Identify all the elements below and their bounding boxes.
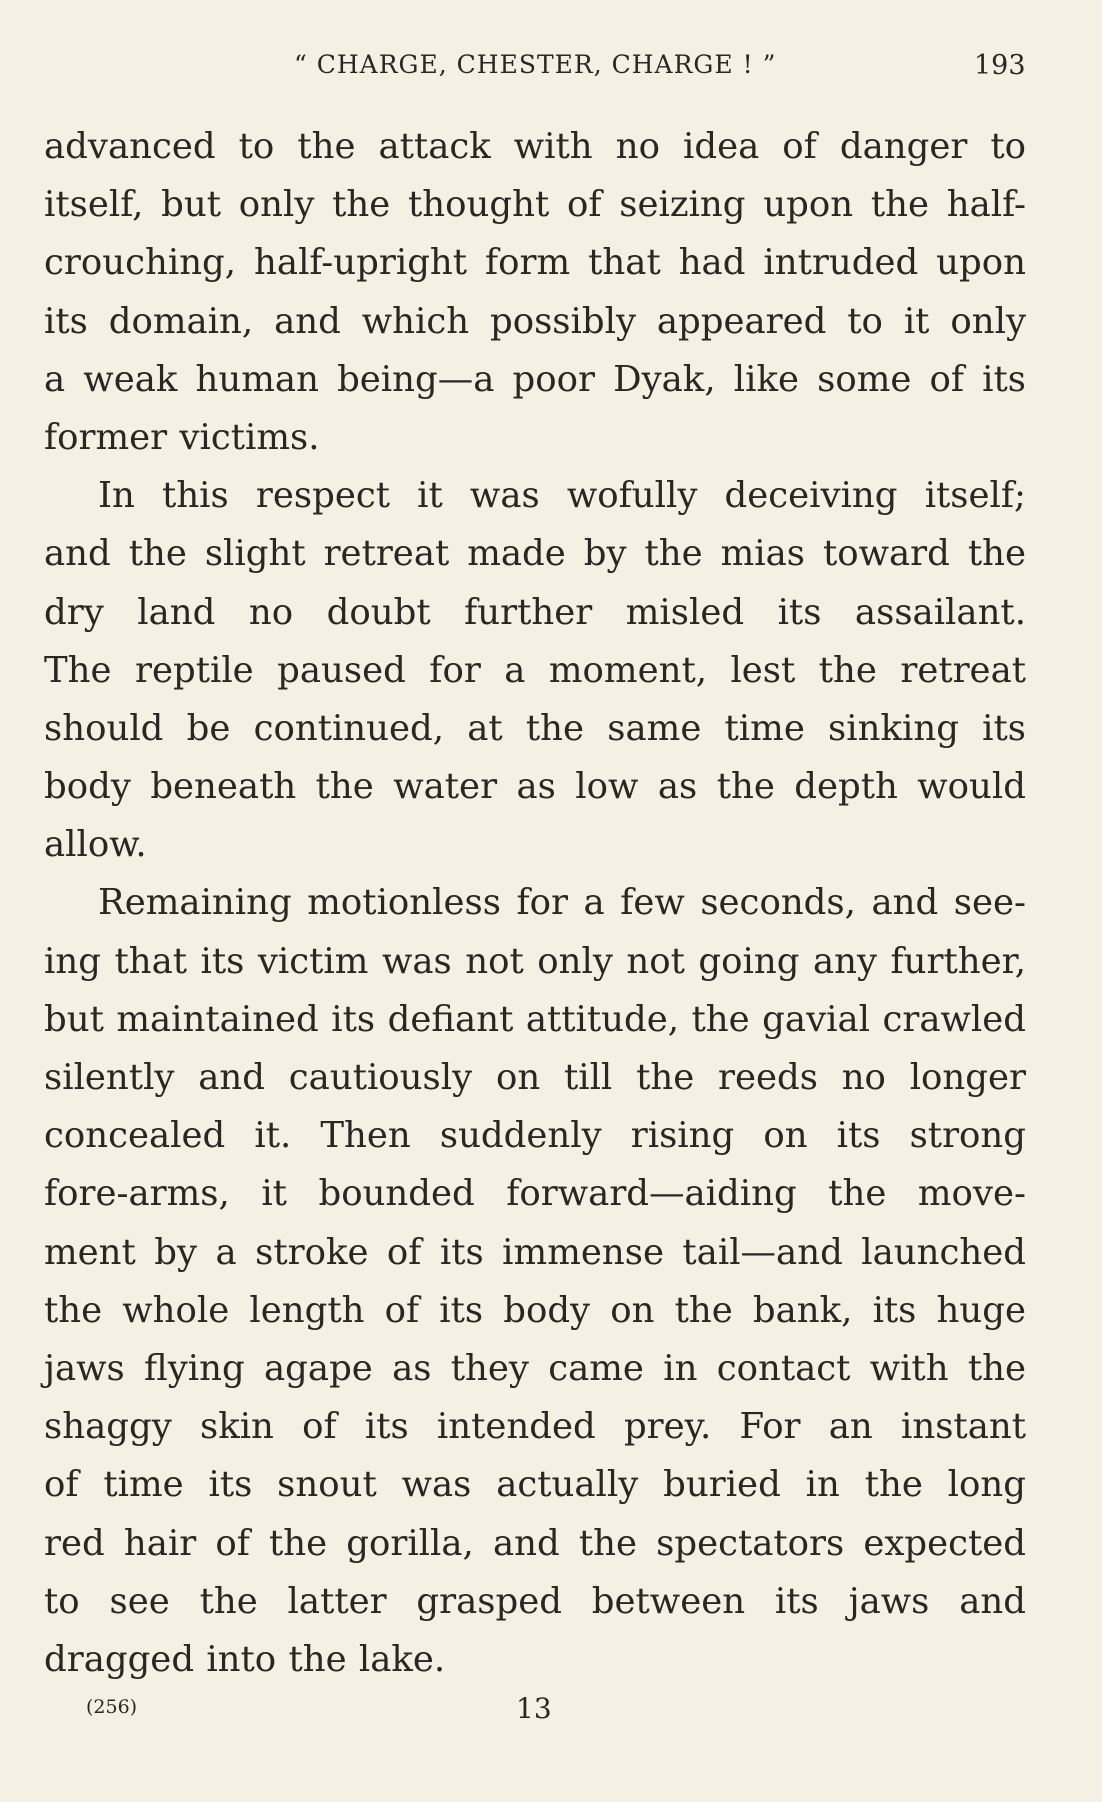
- text-line: shaggy skin of its intended prey. For an instant: [44, 1406, 1026, 1448]
- text-line: a weak human being—a poor Dyak, like some of its: [44, 358, 1026, 400]
- text-line: the whole length of its body on the bank, its huge: [44, 1289, 1026, 1331]
- paragraph-first-line: In this respect it was wofully deceiving itself;: [98, 475, 1026, 517]
- body-text: [44, 118, 1026, 1689]
- text-line: concealed it. Then suddenly rising on its strong: [44, 1115, 1026, 1157]
- signature-code: (256): [86, 1696, 138, 1718]
- text-line: itself, but only the thought of seizing upon the half-: [44, 184, 1026, 226]
- page-footer: [0, 1692, 1102, 1732]
- text-line: silently and cautiously on till the reeds no longer: [44, 1057, 1026, 1098]
- text-line: body beneath the water as low as the depth would: [44, 766, 1026, 808]
- text-line: to see the latter grasped between its jaws and: [44, 1580, 1026, 1622]
- text-line: of time its snout was actually buried in the long: [44, 1464, 1026, 1506]
- text-line: ing that its victim was not only not going any further,: [44, 940, 1026, 982]
- text-line: dragged into the lake.: [44, 1638, 446, 1680]
- text-line: dry land no doubt further misled its assailant.: [44, 591, 1026, 633]
- text-line: should be continued, at the same time sinking its: [44, 707, 1026, 749]
- text-line: advanced to the attack with no idea of danger to: [44, 126, 1026, 167]
- page-number: 193: [974, 50, 1026, 81]
- text-line: ment by a stroke of its immense tail—and launched: [44, 1231, 1026, 1273]
- signature-mark: 13: [516, 1692, 552, 1725]
- text-line: but maintained its defiant attitude, the gavial crawled: [44, 998, 1026, 1040]
- running-title: “ CHARGE, CHESTER, CHARGE ! ”: [294, 50, 777, 79]
- text-line: allow.: [44, 824, 147, 866]
- text-line: its domain, and which possibly appeared to it only: [44, 300, 1026, 342]
- text-line: crouching, half-upright form that had intruded upon: [44, 242, 1026, 284]
- text-line: former victims.: [44, 416, 320, 458]
- text-line: red hair of the gorilla, and the spectators expected: [44, 1522, 1026, 1564]
- text-line: and the slight retreat made by the mias toward the: [44, 533, 1026, 575]
- paragraph-first-line: Remaining motionless for a few seconds, and see-: [98, 882, 1026, 924]
- text-line: fore-arms, it bounded forward—aiding the move-: [44, 1173, 1026, 1215]
- text-line: jaws flying agape as they came in contact with the: [44, 1347, 1026, 1389]
- running-head: [0, 50, 1102, 90]
- text-line: The reptile paused for a moment, lest the retreat: [44, 649, 1026, 691]
